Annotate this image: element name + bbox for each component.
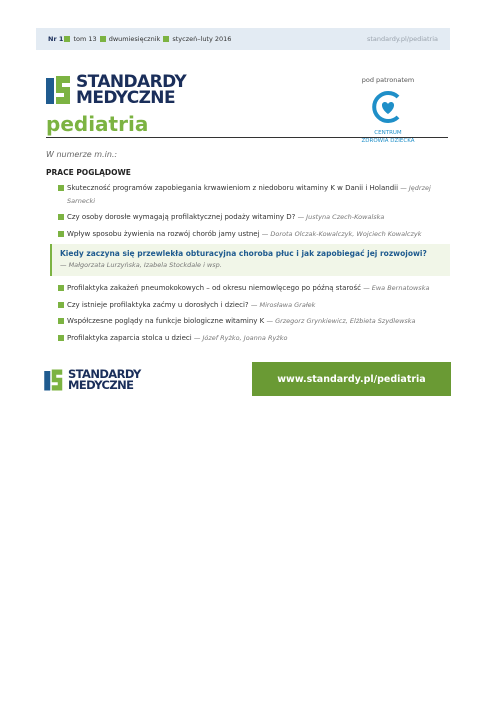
list-item[interactable] (58, 282, 450, 295)
website-url-button[interactable] (252, 362, 451, 396)
journal-section-title: pediatria (46, 112, 149, 136)
frequency: dwumiesięcznik (108, 35, 161, 43)
issue-date: styczeń–luty 2016 (172, 35, 232, 43)
list-item[interactable] (58, 299, 450, 312)
patron-name-line-1: CENTRUM (374, 130, 402, 136)
volume: tom 13 (73, 35, 97, 43)
article-list-a (58, 182, 450, 244)
featured-article-author: — Małgorzata Lurzyńska, Izabela Stockdale i wsp. (60, 261, 222, 269)
article-title: Czy istnieje profilaktyka zaćmy u dorosłych i dzieci? (67, 300, 249, 309)
article-title: Czy osoby dorosłe wymagają profilaktycznej podaży witaminy D? (67, 213, 296, 221)
section-heading: PRACE POGLĄDOWE (46, 168, 131, 177)
brand-logo (46, 74, 186, 106)
article-author: — Dorota Olczak-Kowalczyk, Wojciech Kowalczyk (261, 229, 422, 238)
list-item[interactable] (58, 211, 450, 224)
article-author: — Mirosława Grałek (250, 300, 316, 309)
list-item[interactable] (58, 332, 450, 345)
footer-brand-line-2: MEDYCZNE (68, 378, 134, 392)
standardy-logo-icon (46, 74, 72, 106)
article-author: — Grzegorz Grynkiewicz, Elżbieta Szydlewska (266, 317, 416, 325)
brand-line-1: STANDARDY (76, 72, 187, 92)
website-url: www.standardy.pl/pediatria (277, 373, 426, 385)
brand-line-2: MEDYCZNE (76, 88, 175, 108)
list-item[interactable] (58, 228, 450, 241)
patronage-label: pod patronatem (361, 76, 415, 84)
green-square-icon (100, 36, 106, 42)
list-item[interactable] (58, 315, 450, 328)
article-author: — Justyna Czech-Kowalska (297, 213, 385, 221)
intro-text: W numerze m.in.: (46, 150, 118, 159)
article-author: — Jędrzej Sarnecki (67, 184, 431, 205)
issue-info-bar (36, 28, 450, 50)
article-title: Współczesne poglądy na funkcje biologiczne witaminy K (67, 317, 265, 325)
article-author: — Ewa Bernatowska (363, 284, 430, 292)
site-link[interactable]: standardy.pl/pediatria (367, 35, 438, 43)
article-title: Skuteczność programów zapobiegania krwawieniom z niedoboru witaminy K w Danii i Holandii (67, 184, 399, 192)
standardy-logo-icon (44, 368, 64, 392)
heart-c-logo-icon (370, 89, 406, 125)
footer-brand-line-1: STANDARDY (68, 367, 141, 381)
footer-brand-logo (44, 368, 141, 392)
featured-article-title: Kiedy zaczyna się przewlekła obturacyjna choroba płuc i jak zapobiegać jej rozwojowi? (60, 249, 427, 258)
green-square-icon (64, 36, 70, 42)
article-title: Profilaktyka zakażeń pneumokokowych – od okresu niemowlęcego po późną starość (67, 284, 361, 292)
article-title: Profilaktyka zaparcia stolca u dzieci (67, 333, 192, 342)
header-divider (46, 137, 448, 138)
article-list-b (58, 282, 450, 348)
article-author: — Józef Ryżko, Joanna Ryżko (193, 333, 288, 342)
patron-name-line-2: ZDROWIA DZIECKA (361, 138, 415, 144)
issue-number: Nr 1 (48, 35, 64, 43)
article-title: Wpływ sposobu żywienia na rozwój chorób jamy ustnej (67, 229, 260, 238)
list-item[interactable] (58, 182, 450, 207)
green-square-icon (163, 36, 169, 42)
featured-article[interactable] (50, 244, 450, 276)
patronage-block (350, 76, 426, 145)
